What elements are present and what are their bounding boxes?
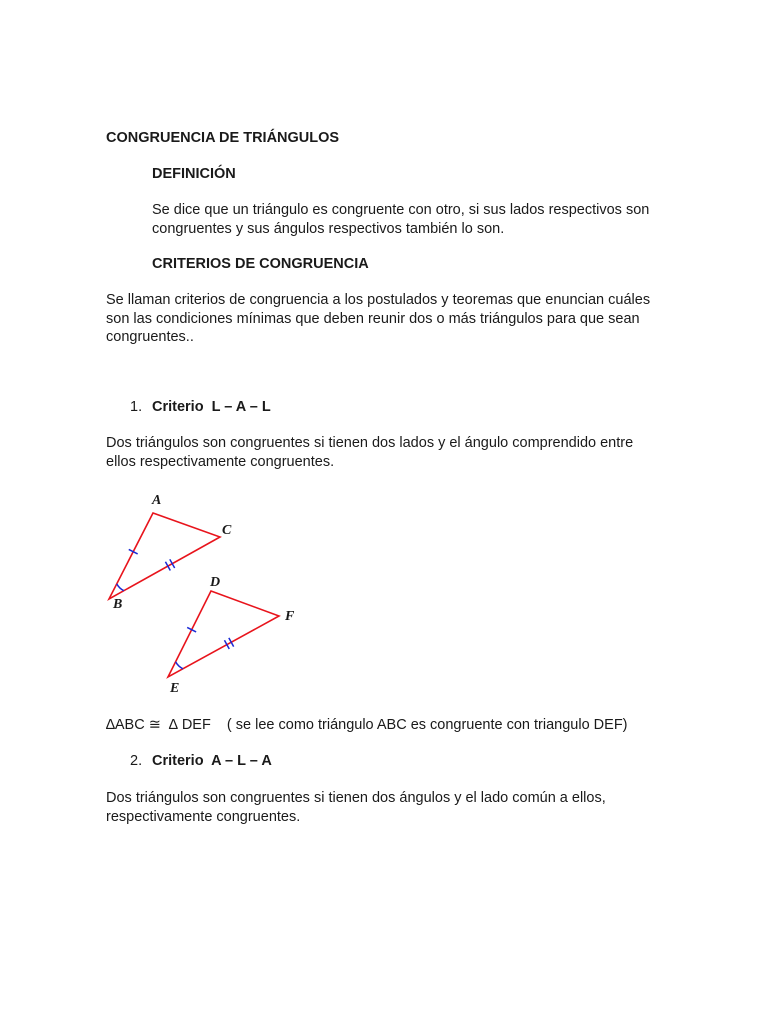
page-title: CONGRUENCIA DE TRIÁNGULOS — [106, 130, 340, 146]
criterion-2-text: Dos triángulos son congruentes si tienen dos ángulos y el lado común a ellos, respectivamente congruentes. — [106, 790, 606, 825]
congruence-statement: ∆ABC ≅ ∆ DEF ( se lee como triángulo ABC es congruente con triangulo DEF) — [106, 717, 628, 733]
criterion-1-number: 1. — [130, 399, 143, 415]
side-ef-tick-1 — [224, 640, 229, 649]
criterion-2-label: Criterio A – L – A — [152, 753, 272, 769]
triangle-abc — [109, 513, 220, 599]
angle-b-arc — [117, 584, 124, 591]
criterion-1-text: Dos triángulos son congruentes si tienen dos lados y el ángulo comprendido entre ellos respectivamente congruentes. — [106, 435, 634, 470]
angle-e-arc — [176, 662, 183, 669]
definition-heading: DEFINICIÓN — [152, 166, 236, 182]
criterion-2-number: 2. — [130, 753, 143, 769]
triangle-def-outline — [168, 591, 279, 677]
criteria-heading: CRITERIOS DE CONGRUENCIA — [152, 256, 369, 272]
triangle-abc-outline — [109, 513, 220, 599]
definition-text: Se dice que un triángulo es congruente con otro, si sus lados respectivos son congruentes y sus ángulos respectivos también lo son. — [152, 202, 650, 237]
vertex-label-e: E — [170, 681, 180, 696]
criterion-1-label: Criterio L – A – L — [152, 399, 271, 415]
vertex-label-b: B — [113, 597, 123, 612]
side-bc-tick-1 — [165, 562, 170, 571]
criteria-intro: Se llaman criterios de congruencia a los postulados y teoremas que enuncian cuáles son las condiciones mínimas que deben reunir dos o más triángulos para que sean congruentes.. — [106, 292, 651, 345]
side-ef-tick-2 — [229, 638, 234, 647]
vertex-label-d: D — [210, 575, 221, 590]
vertex-label-f: F — [285, 609, 295, 624]
vertex-label-c: C — [222, 523, 232, 538]
side-bc-tick-2 — [170, 559, 175, 568]
vertex-label-a: A — [152, 493, 162, 508]
triangle-def — [168, 591, 279, 677]
